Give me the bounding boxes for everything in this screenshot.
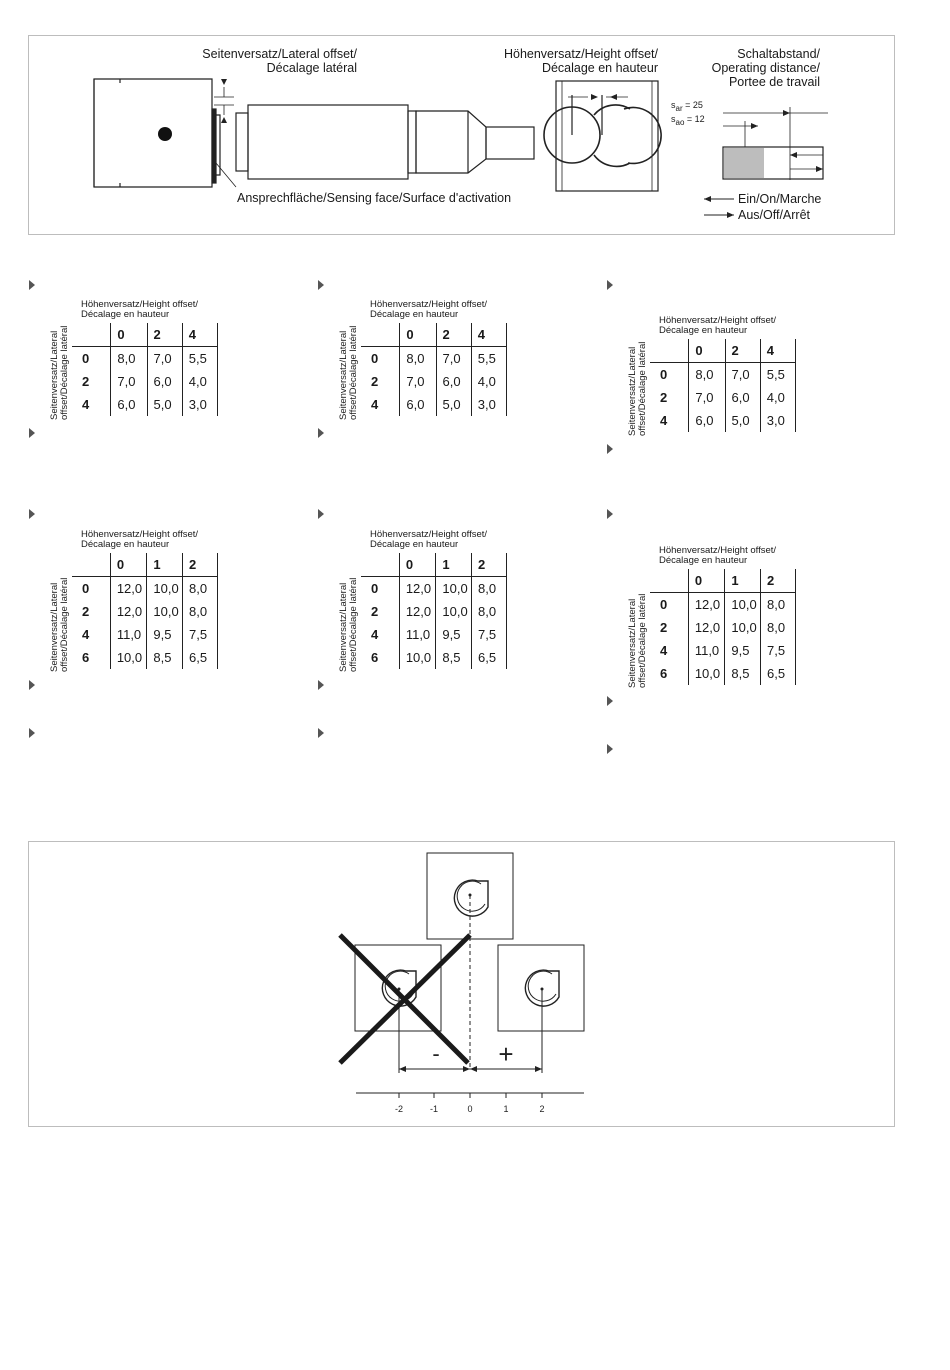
table-caption bbox=[659, 316, 776, 336]
axis-tick-label: -2 bbox=[394, 1104, 404, 1114]
col-header: 2 bbox=[725, 339, 760, 363]
table-caption-line2: Décalage en hauteur bbox=[370, 539, 459, 550]
row-header: 0 bbox=[72, 577, 110, 601]
row-header: 2 bbox=[361, 600, 399, 623]
row-caption-line1: Seitenversatz/Lateral bbox=[49, 330, 60, 420]
lateral-offset-label bbox=[170, 47, 357, 75]
table-cell: 5,5 bbox=[760, 363, 795, 387]
table-caption-line2: Décalage en hauteur bbox=[659, 325, 748, 336]
col-header: 0 bbox=[399, 553, 436, 577]
lateral-offset-label-line2: Décalage latéral bbox=[266, 61, 357, 75]
row-caption-line2: offset/Décalage latéral bbox=[637, 341, 648, 436]
table-caption bbox=[370, 530, 487, 550]
table-cell: 12,0 bbox=[399, 600, 436, 623]
table-cell: 8,0 bbox=[111, 347, 147, 371]
table-cell: 6,5 bbox=[472, 646, 507, 669]
bullet-marker bbox=[29, 280, 35, 290]
table-cell: 10,0 bbox=[110, 646, 147, 669]
sar-sub: ar bbox=[675, 103, 683, 113]
table-caption bbox=[81, 530, 198, 550]
legend-on-label: Ein/On/Marche bbox=[738, 192, 822, 206]
table-cell: 8,5 bbox=[436, 646, 472, 669]
table-cell: 8,0 bbox=[472, 577, 507, 601]
row-header: 0 bbox=[361, 577, 399, 601]
bullet-marker bbox=[318, 680, 324, 690]
offset-table-4 bbox=[48, 530, 218, 675]
table-caption-line2: Décalage en hauteur bbox=[370, 309, 459, 320]
table-cell: 10,0 bbox=[725, 616, 761, 639]
table-cell: 9,5 bbox=[725, 639, 761, 662]
table-cell: 5,0 bbox=[725, 409, 760, 432]
row-caption-line1: Seitenversatz/Lateral bbox=[338, 330, 349, 420]
table-cell: 5,0 bbox=[147, 393, 182, 416]
table-cell: 5,5 bbox=[471, 347, 506, 371]
row-header: 0 bbox=[361, 347, 400, 371]
row-header: 4 bbox=[650, 639, 688, 662]
minus-sign: - bbox=[432, 1041, 440, 1066]
table-cell: 12,0 bbox=[110, 577, 147, 601]
sao-sub: ao bbox=[675, 117, 685, 127]
sensing-face-label: Ansprechfläche/Sensing face/Surface d'activation bbox=[237, 191, 512, 205]
axis-tick-label: 2 bbox=[539, 1104, 545, 1114]
corner-cell bbox=[361, 553, 399, 577]
col-header: 0 bbox=[400, 323, 436, 347]
row-header: 4 bbox=[361, 393, 400, 416]
table-cell: 7,5 bbox=[183, 623, 218, 646]
offset-table-5 bbox=[337, 530, 507, 675]
data-table bbox=[361, 553, 507, 669]
col-header: 0 bbox=[111, 323, 147, 347]
corner-cell bbox=[361, 323, 400, 347]
table-caption-line1: Höhenversatz/Height offset/ bbox=[659, 315, 777, 326]
row-caption-line2: offset/Décalage latéral bbox=[637, 593, 648, 688]
operating-distance-label bbox=[690, 47, 820, 89]
sao-value: = 12 bbox=[686, 114, 705, 124]
col-header: 1 bbox=[436, 553, 472, 577]
table-cell: 9,5 bbox=[436, 623, 472, 646]
col-header: 2 bbox=[147, 323, 182, 347]
row-caption bbox=[50, 578, 70, 672]
table-caption-line1: Höhenversatz/Height offset/ bbox=[81, 299, 199, 310]
row-caption-line2: offset/Décalage latéral bbox=[59, 325, 70, 420]
row-caption-line1: Seitenversatz/Lateral bbox=[627, 346, 638, 436]
col-header: 0 bbox=[110, 553, 147, 577]
table-cell: 9,5 bbox=[147, 623, 183, 646]
table-caption bbox=[659, 546, 776, 566]
col-header: 1 bbox=[147, 553, 183, 577]
table-cell: 12,0 bbox=[688, 616, 725, 639]
row-caption-line1: Seitenversatz/Lateral bbox=[338, 582, 349, 672]
table-caption-line1: Höhenversatz/Height offset/ bbox=[659, 545, 777, 556]
table-cell: 8,0 bbox=[472, 600, 507, 623]
sar-value: = 25 bbox=[685, 100, 703, 110]
corner-cell bbox=[72, 323, 111, 347]
sao-label bbox=[671, 114, 705, 128]
row-caption bbox=[339, 326, 359, 420]
offset-table-1 bbox=[48, 300, 218, 425]
table-cell: 10,0 bbox=[725, 593, 761, 617]
row-header: 6 bbox=[72, 646, 110, 669]
col-header: 0 bbox=[688, 569, 725, 593]
table-cell: 8,0 bbox=[400, 347, 436, 371]
data-table bbox=[650, 339, 796, 432]
row-header: 6 bbox=[361, 646, 399, 669]
table-cell: 6,0 bbox=[400, 393, 436, 416]
corner-cell bbox=[72, 553, 110, 577]
table-cell: 7,0 bbox=[689, 386, 725, 409]
data-table bbox=[361, 323, 507, 416]
table-cell: 10,0 bbox=[399, 646, 436, 669]
bullet-marker bbox=[607, 696, 613, 706]
plus-sign: + bbox=[498, 1039, 514, 1069]
sao-prefix: s bbox=[671, 114, 676, 124]
col-header: 2 bbox=[183, 553, 218, 577]
table-cell: 8,0 bbox=[183, 600, 218, 623]
table-caption bbox=[81, 300, 198, 320]
corner-cell bbox=[650, 569, 688, 593]
bullet-marker bbox=[607, 444, 613, 454]
bullet-marker bbox=[29, 680, 35, 690]
table-cell: 6,0 bbox=[689, 409, 725, 432]
table-caption-line2: Décalage en hauteur bbox=[81, 309, 170, 320]
table-cell: 6,0 bbox=[436, 370, 471, 393]
row-header: 2 bbox=[361, 370, 400, 393]
col-header: 2 bbox=[472, 553, 507, 577]
table-cell: 11,0 bbox=[688, 639, 725, 662]
lateral-offset-label-line1: Seitenversatz/Lateral offset/ bbox=[202, 47, 357, 61]
bullet-marker bbox=[318, 728, 324, 738]
table-cell: 3,0 bbox=[182, 393, 217, 416]
row-header: 4 bbox=[650, 409, 689, 432]
row-caption bbox=[628, 594, 648, 688]
table-cell: 6,5 bbox=[761, 662, 796, 685]
table-cell: 8,0 bbox=[761, 593, 796, 617]
table-cell: 10,0 bbox=[436, 577, 472, 601]
operating-distance-line1: Schaltabstand/ bbox=[737, 47, 820, 61]
table-cell: 7,0 bbox=[436, 347, 471, 371]
row-header: 2 bbox=[72, 370, 111, 393]
col-header: 4 bbox=[471, 323, 506, 347]
height-offset-label-line2: Décalage en hauteur bbox=[541, 61, 658, 75]
table-cell: 10,0 bbox=[147, 577, 183, 601]
legend-off-label: Aus/Off/Arrêt bbox=[738, 208, 811, 222]
table-cell: 8,5 bbox=[147, 646, 183, 669]
table-cell: 8,0 bbox=[183, 577, 218, 601]
table-cell: 10,0 bbox=[688, 662, 725, 685]
table-cell: 11,0 bbox=[399, 623, 436, 646]
table-cell: 4,0 bbox=[471, 370, 506, 393]
table-cell: 6,0 bbox=[725, 386, 760, 409]
table-caption-line1: Höhenversatz/Height offset/ bbox=[370, 529, 488, 540]
data-table bbox=[650, 569, 796, 685]
offset-table-2 bbox=[337, 300, 507, 425]
bullet-marker bbox=[607, 744, 613, 754]
data-table bbox=[72, 553, 218, 669]
table-caption-line1: Höhenversatz/Height offset/ bbox=[81, 529, 199, 540]
corner-cell bbox=[650, 339, 689, 363]
bullet-marker bbox=[29, 509, 35, 519]
row-header: 0 bbox=[650, 363, 689, 387]
table-caption bbox=[370, 300, 487, 320]
row-header: 2 bbox=[650, 616, 688, 639]
col-header: 2 bbox=[761, 569, 796, 593]
operating-distance-line3: Portee de travail bbox=[728, 75, 820, 89]
table-cell: 7,0 bbox=[400, 370, 436, 393]
row-caption bbox=[339, 578, 359, 672]
bullet-marker bbox=[607, 509, 613, 519]
col-header: 4 bbox=[182, 323, 217, 347]
table-cell: 12,0 bbox=[399, 577, 436, 601]
table-cell: 3,0 bbox=[471, 393, 506, 416]
row-header: 2 bbox=[72, 600, 110, 623]
col-header: 1 bbox=[725, 569, 761, 593]
row-header: 2 bbox=[650, 386, 689, 409]
table-cell: 10,0 bbox=[147, 600, 183, 623]
row-header: 6 bbox=[650, 662, 688, 685]
height-offset-label-line1: Höhenversatz/Height offset/ bbox=[503, 47, 658, 61]
table-cell: 8,0 bbox=[761, 616, 796, 639]
data-table bbox=[72, 323, 218, 416]
table-cell: 5,0 bbox=[436, 393, 471, 416]
bullet-marker bbox=[29, 428, 35, 438]
table-cell: 8,0 bbox=[689, 363, 725, 387]
axis-tick-label: -1 bbox=[429, 1104, 439, 1114]
row-header: 4 bbox=[72, 623, 110, 646]
row-caption-line1: Seitenversatz/Lateral bbox=[49, 582, 60, 672]
table-cell: 12,0 bbox=[688, 593, 725, 617]
row-caption bbox=[50, 326, 70, 420]
bullet-marker bbox=[318, 509, 324, 519]
row-caption-line1: Seitenversatz/Lateral bbox=[627, 598, 638, 688]
bullet-marker bbox=[318, 428, 324, 438]
height-offset-label bbox=[470, 47, 658, 75]
table-cell: 7,0 bbox=[147, 347, 182, 371]
table-cell: 4,0 bbox=[760, 386, 795, 409]
sar-prefix: s bbox=[671, 100, 676, 110]
table-cell: 7,5 bbox=[761, 639, 796, 662]
table-caption-line1: Höhenversatz/Height offset/ bbox=[370, 299, 488, 310]
bullet-marker bbox=[29, 728, 35, 738]
table-cell: 8,5 bbox=[725, 662, 761, 685]
sar-label bbox=[671, 100, 703, 114]
table-cell: 7,0 bbox=[725, 363, 760, 387]
col-header: 0 bbox=[689, 339, 725, 363]
operating-distance-line2: Operating distance/ bbox=[711, 61, 820, 75]
table-caption-line2: Décalage en hauteur bbox=[81, 539, 170, 550]
row-header: 4 bbox=[361, 623, 399, 646]
table-cell: 7,0 bbox=[111, 370, 147, 393]
bullet-marker bbox=[607, 280, 613, 290]
axis-tick-label: 0 bbox=[467, 1104, 473, 1114]
row-header: 0 bbox=[72, 347, 111, 371]
table-cell: 6,0 bbox=[111, 393, 147, 416]
bullet-marker bbox=[318, 280, 324, 290]
col-header: 4 bbox=[760, 339, 795, 363]
row-header: 4 bbox=[72, 393, 111, 416]
offset-table-6 bbox=[626, 546, 796, 691]
table-cell: 3,0 bbox=[760, 409, 795, 432]
row-caption-line2: offset/Décalage latéral bbox=[59, 577, 70, 672]
alignment-diagram bbox=[28, 841, 895, 1127]
table-cell: 6,5 bbox=[183, 646, 218, 669]
offset-table-3 bbox=[626, 316, 796, 441]
row-header: 0 bbox=[650, 593, 688, 617]
table-cell: 11,0 bbox=[110, 623, 147, 646]
table-cell: 7,5 bbox=[472, 623, 507, 646]
table-cell: 4,0 bbox=[182, 370, 217, 393]
table-cell: 10,0 bbox=[436, 600, 472, 623]
table-cell: 12,0 bbox=[110, 600, 147, 623]
axis-tick-label: 1 bbox=[503, 1104, 509, 1114]
table-caption-line2: Décalage en hauteur bbox=[659, 555, 748, 566]
table-cell: 6,0 bbox=[147, 370, 182, 393]
row-caption-line2: offset/Décalage latéral bbox=[348, 577, 359, 672]
row-caption bbox=[628, 342, 648, 436]
col-header: 2 bbox=[436, 323, 471, 347]
table-cell: 5,5 bbox=[182, 347, 217, 371]
row-caption-line2: offset/Décalage latéral bbox=[348, 325, 359, 420]
